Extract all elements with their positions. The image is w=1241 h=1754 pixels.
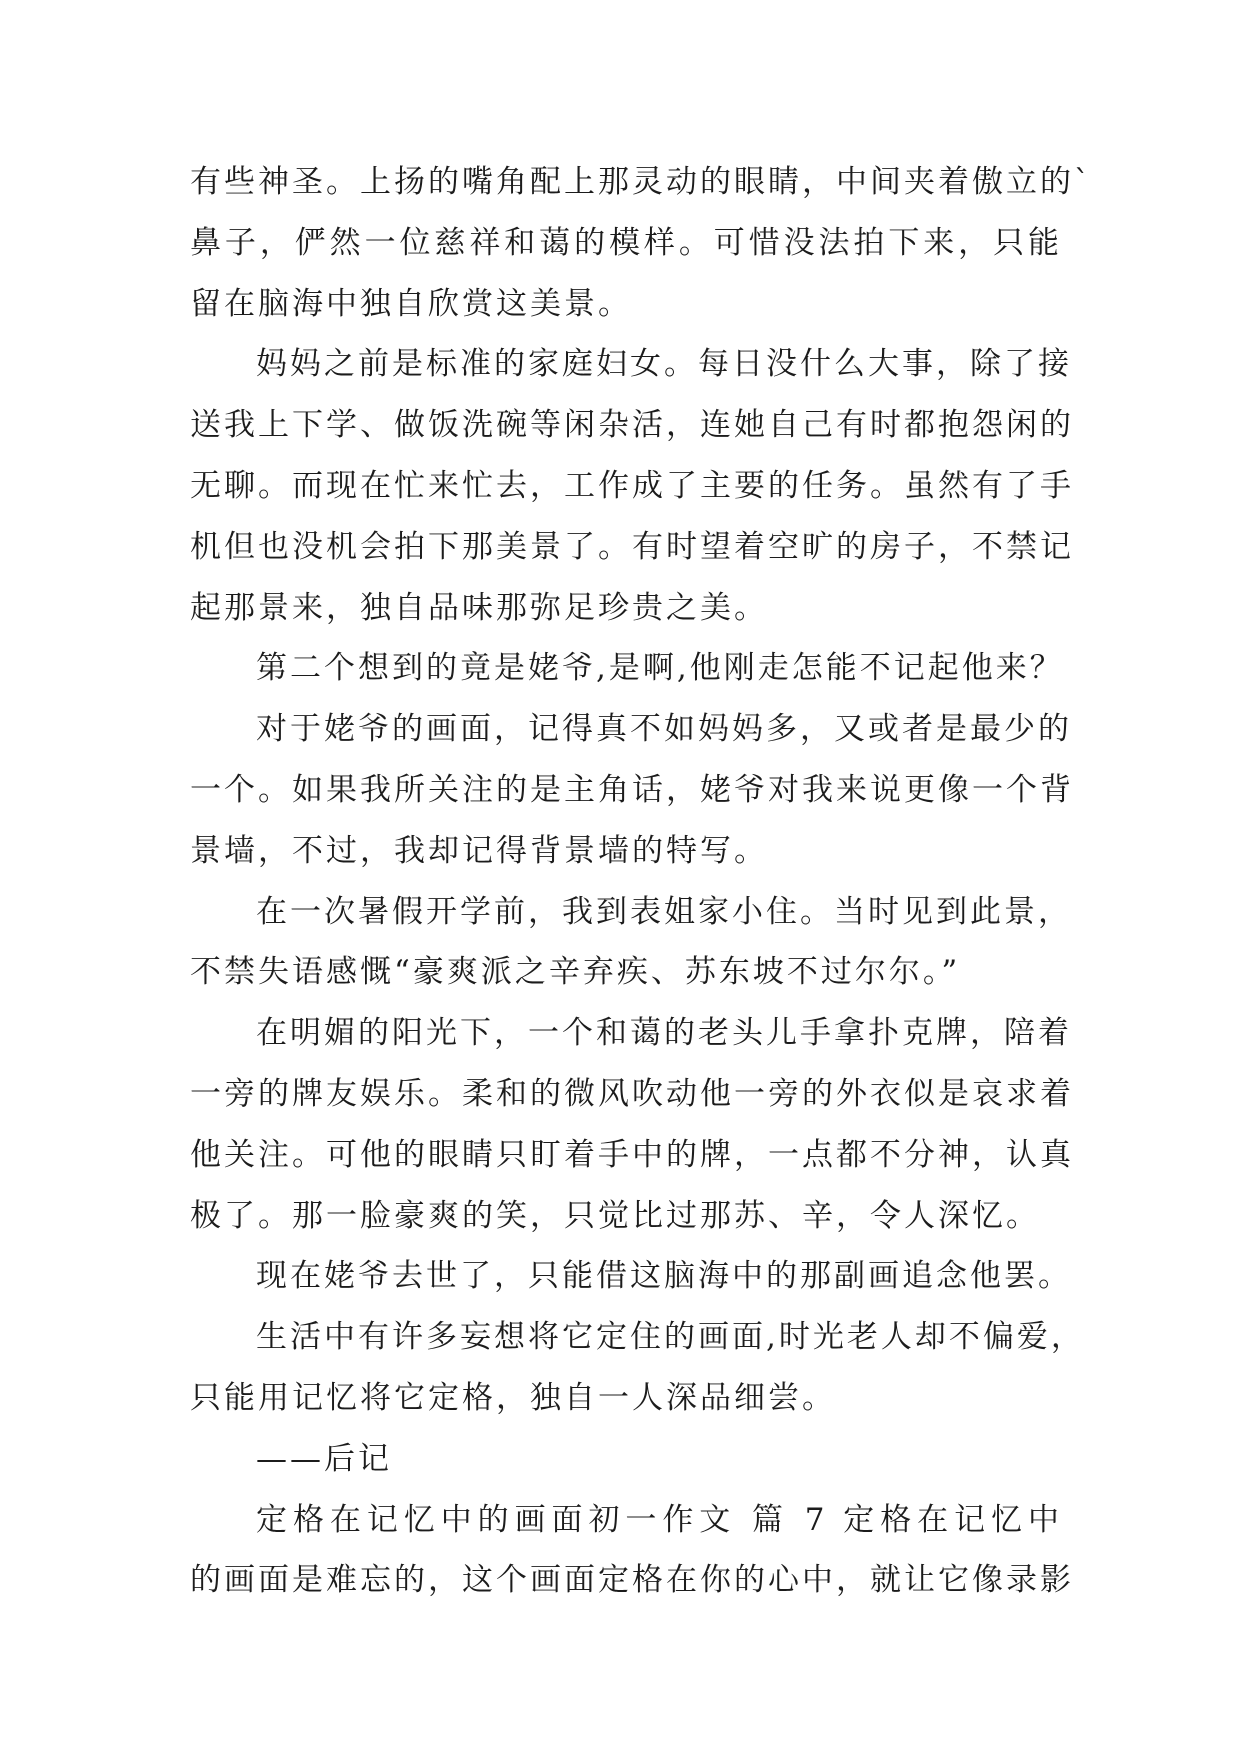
- text-line: 他关注。可他的眼睛只盯着手中的牌，一点都不分神，认真: [190, 1136, 1074, 1173]
- text-line: 起那景来，独自品味那弥足珍贵之美。: [190, 589, 768, 626]
- text-line: 有些神圣。上扬的嘴角配上那灵动的眼睛，中间夹着傲立的`: [190, 164, 1093, 200]
- text-line: 定格在记忆中的画面初一作文 篇 7 定格在记忆中: [256, 1501, 1062, 1538]
- text-line: 一个。如果我所关注的是主角话，姥爷对我来说更像一个背: [190, 771, 1074, 808]
- text-line: 生活中有许多妄想将它定住的画面,时光老人却不偏爱，: [256, 1319, 1085, 1356]
- text-line: 在一次暑假开学前，我到表姐家小住。当时见到此景，: [256, 893, 1072, 930]
- text-line: 机但也没机会拍下那美景了。有时望着空旷的房子，不禁记: [190, 528, 1074, 565]
- text-line: 一旁的牌友娱乐。柔和的微风吹动他一旁的外衣似是哀求着: [190, 1075, 1074, 1112]
- text-line: 对于姥爷的画面，记得真不如妈妈多，又或者是最少的: [256, 711, 1072, 748]
- document-body: [190, 152, 1093, 1611]
- text-line: 送我上下学、做饭洗碗等闲杂活，连她自己有时都抱怨闲的: [190, 407, 1074, 444]
- text-line: 极了。那一脸豪爽的笑，只觉比过那苏、辛，令人深忆。: [190, 1197, 1040, 1234]
- text-line: 现在姥爷去世了，只能借这脑海中的那副画追念他罢。: [256, 1258, 1072, 1295]
- text-line: 无聊。而现在忙来忙去，工作成了主要的任务。虽然有了手: [190, 467, 1074, 504]
- text-line: 鼻子，俨然一位慈祥和蔼的模样。可惜没法拍下来，只能: [190, 224, 1062, 261]
- text-line: 妈妈之前是标准的家庭妇女。每日没什么大事，除了接: [256, 346, 1072, 383]
- text-line: 不禁失语感慨“豪爽派之辛弃疾、苏东坡不过尔尔。”: [190, 954, 961, 991]
- text-line: 留在脑海中独自欣赏这美景。: [190, 285, 632, 322]
- text-line: 在明媚的阳光下，一个和蔼的老头儿手拿扑克牌，陪着: [256, 1015, 1072, 1052]
- text-line: 景墙，不过，我却记得背景墙的特写。: [190, 832, 768, 869]
- text-line: 只能用记忆将它定格，独自一人深品细尝。: [190, 1379, 836, 1416]
- text-line: ——后记: [256, 1440, 392, 1477]
- text-line: 第二个想到的竟是姥爷,是啊,他刚走怎能不记起他来？: [256, 650, 1064, 687]
- text-line: 的画面是难忘的，这个画面定格在你的心中，就让它像录影: [190, 1562, 1074, 1599]
